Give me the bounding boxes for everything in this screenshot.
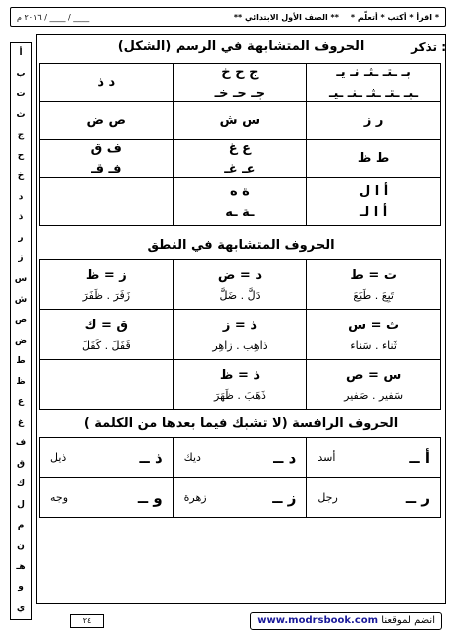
letter-form-isolated: ر ز <box>363 113 384 128</box>
letter-form-connected: فـ قـ <box>91 161 122 177</box>
non-joining-cell <box>173 478 307 518</box>
letter-forms <box>178 184 303 220</box>
main-content <box>36 34 446 604</box>
letter-form-connected: ـبـ ـتـ ـثـ ـنـ ـيـ <box>329 85 419 101</box>
example-words: دَلَّ . ضَلَّ <box>219 288 261 302</box>
letter-example <box>44 449 169 467</box>
sound-pair <box>311 318 436 352</box>
alphabet-letter: غ <box>17 417 25 428</box>
alphabet-letter: ظ <box>16 376 26 387</box>
letter-forms <box>311 184 436 220</box>
non-joining-cell <box>307 438 441 478</box>
example-words: سَفير . صَفير <box>344 388 404 402</box>
table-row <box>40 260 441 310</box>
letter-form-isolated: ة ه <box>229 183 250 199</box>
alphabet-letter: ن <box>17 541 25 552</box>
letter-cell <box>307 102 441 140</box>
letter-cell <box>173 64 307 102</box>
sound-pair <box>44 318 169 352</box>
alphabet-letter: ف <box>15 438 27 449</box>
non-joining-letter: ر ــ <box>405 488 430 507</box>
letter-equation: س = ص <box>345 367 402 383</box>
alphabet-letter: ث <box>16 109 26 120</box>
letter-example <box>178 449 303 467</box>
sound-pair <box>178 368 303 402</box>
example-word: وجه <box>50 491 69 504</box>
letter-equation: ت = ط <box>350 267 397 283</box>
page-footer <box>10 612 446 634</box>
letter-form-isolated: ع غ <box>228 140 252 156</box>
non-joining-letter: ز ــ <box>272 488 297 507</box>
table-row <box>40 140 441 178</box>
motto-text: * اقرأ * أكتب * أتعلّم * <box>350 12 439 22</box>
alphabet-letter: و <box>18 582 24 593</box>
sound-pair <box>44 268 169 302</box>
worksheet-header <box>10 7 446 27</box>
letter-form-isolated: ج ح خ <box>221 64 259 80</box>
letter-equation: ذ = ظ <box>219 367 261 383</box>
letter-example <box>44 489 169 507</box>
alphabet-letter: خ <box>17 171 25 182</box>
alphabet-column <box>10 42 32 620</box>
sound-cell <box>173 360 307 410</box>
alphabet-letter: ق <box>16 458 26 469</box>
page-number: ٢٤ <box>70 614 104 628</box>
letter-form-connected: أ ا لـ <box>359 204 388 220</box>
alphabet-letter: ع <box>17 397 25 408</box>
letter-equation: ذ = ز <box>222 317 258 333</box>
table-row <box>40 102 441 140</box>
alphabet-letter: ت <box>16 89 26 100</box>
table-row <box>40 360 441 410</box>
letter-example <box>311 449 436 467</box>
sound-cell <box>307 260 441 310</box>
sound-pair <box>311 268 436 302</box>
table-row <box>40 438 441 478</box>
alphabet-letter: ب <box>16 68 26 79</box>
non-joining-section-title: الحروف الرافسة (لا تشبك فيما بعدها من الكلمة ) <box>83 416 399 431</box>
table-row <box>40 64 441 102</box>
shape-section-title: الحروف المتشابهة في الرسم (الشكل) <box>117 39 365 54</box>
sound-pair <box>178 318 303 352</box>
non-joining-cell <box>40 478 174 518</box>
sound-pair <box>178 268 303 302</box>
date-field[interactable]: ____ / ____ / ٢٠١٦ م <box>17 12 90 22</box>
alphabet-letter: ش <box>14 294 28 305</box>
letter-equation: ث = س <box>348 317 400 333</box>
letter-form-connected: عـ غـ <box>224 161 256 177</box>
letter-equation: د = ض <box>217 267 263 283</box>
letter-forms <box>44 75 169 90</box>
sound-cell <box>307 310 441 360</box>
alphabet-letter: ك <box>16 479 26 490</box>
letter-equation: ق = ك <box>84 317 129 333</box>
alphabet-letter: س <box>14 274 28 285</box>
alphabet-letter: د <box>18 191 24 202</box>
example-words: ثَناء . سَناء <box>350 338 397 352</box>
letter-cell <box>173 102 307 140</box>
letter-cell <box>307 64 441 102</box>
letter-forms <box>311 113 436 128</box>
letter-form-isolated: أ ا ل <box>358 183 389 199</box>
letter-cell <box>173 178 307 226</box>
letter-cell <box>307 140 441 178</box>
website-link[interactable]: www.modrsbook.com <box>257 615 379 626</box>
sound-pair <box>311 368 436 402</box>
remember-label: تذكر : <box>411 40 446 54</box>
sound-cell <box>307 360 441 410</box>
alphabet-letter: ض <box>14 335 28 346</box>
sound-cell <box>173 310 307 360</box>
alphabet-letter: هـ <box>16 561 26 572</box>
letter-form-isolated: بـ ـتـ ـثـ نـ يـ <box>336 64 411 80</box>
join-label: انضم لموقعنا <box>381 615 435 626</box>
sound-section-title: الحروف المتشابهة في النطق <box>147 238 335 253</box>
example-words: تَبِعَ . طَبَعَ <box>353 288 394 302</box>
letter-form-connected: جـ حـ خـ <box>214 85 266 101</box>
letter-cell <box>40 178 174 226</box>
example-words: ذَهَبَ . ظَهَرَ <box>214 388 266 402</box>
letter-form-isolated: د ذ <box>97 75 116 90</box>
sound-cell <box>173 260 307 310</box>
table-row <box>40 478 441 518</box>
website-banner[interactable] <box>250 612 442 630</box>
sound-cell <box>40 310 174 360</box>
non-joining-cell <box>307 478 441 518</box>
alphabet-letter: أ <box>19 48 23 58</box>
non-joining-table <box>39 437 441 518</box>
example-words: ذاهِب . زاهِر <box>212 338 268 352</box>
alphabet-letter: ط <box>16 356 26 367</box>
letter-forms <box>311 151 436 166</box>
alphabet-letter: ح <box>17 150 25 161</box>
letter-forms <box>178 113 303 128</box>
letter-forms <box>44 141 169 177</box>
example-word: ذيل <box>50 451 67 464</box>
alphabet-letter: ج <box>17 130 25 141</box>
letter-equation: ز = ظ <box>85 267 127 283</box>
non-joining-cell <box>173 438 307 478</box>
non-joining-letter: أ ــ <box>409 448 430 467</box>
letter-forms <box>178 141 303 177</box>
letter-cell <box>307 178 441 226</box>
letter-example <box>178 489 303 507</box>
non-joining-letter: ذ ــ <box>139 448 163 467</box>
alphabet-letter: ز <box>18 253 24 264</box>
example-word: أسد <box>317 451 336 464</box>
non-joining-letter: و ــ <box>137 488 163 507</box>
letter-form-isolated: ف ق <box>90 140 122 156</box>
letter-cell <box>40 140 174 178</box>
example-words: قَفَلَ . كَفَلَ <box>81 338 131 352</box>
grade-label: ** الصف الأول الابتدائي ** <box>233 12 339 22</box>
non-joining-letter: د ــ <box>273 448 297 467</box>
worksheet-page <box>6 4 448 636</box>
table-row <box>40 178 441 226</box>
alphabet-letter: ي <box>16 602 26 613</box>
non-joining-cell <box>40 438 174 478</box>
letter-cell <box>40 102 174 140</box>
alphabet-letter: م <box>17 520 25 531</box>
sound-cell <box>40 260 174 310</box>
letter-form-isolated: ط ظ <box>357 151 390 166</box>
shape-similar-table <box>39 63 441 226</box>
letter-form-isolated: س ش <box>219 113 261 128</box>
letter-forms <box>311 65 436 101</box>
alphabet-letter: ل <box>17 500 25 511</box>
letter-form-connected: ـة ـه <box>225 204 255 220</box>
table-row <box>40 310 441 360</box>
alphabet-letter: ص <box>14 315 28 326</box>
sound-similar-table <box>39 259 441 410</box>
letter-forms <box>44 113 169 128</box>
alphabet-letter: ذ <box>18 212 24 223</box>
sound-cell <box>40 360 174 410</box>
example-words: زَفَرَ . ظَفَرَ <box>82 288 131 302</box>
example-word: ديك <box>183 451 201 464</box>
letter-cell <box>173 140 307 178</box>
letter-example <box>311 489 436 507</box>
example-word: زهرة <box>183 491 207 504</box>
example-word: رجل <box>317 491 338 504</box>
alphabet-letter: ر <box>18 232 24 243</box>
letter-form-isolated: ص ض <box>86 113 127 128</box>
letter-cell <box>40 64 174 102</box>
letter-forms <box>178 65 303 101</box>
